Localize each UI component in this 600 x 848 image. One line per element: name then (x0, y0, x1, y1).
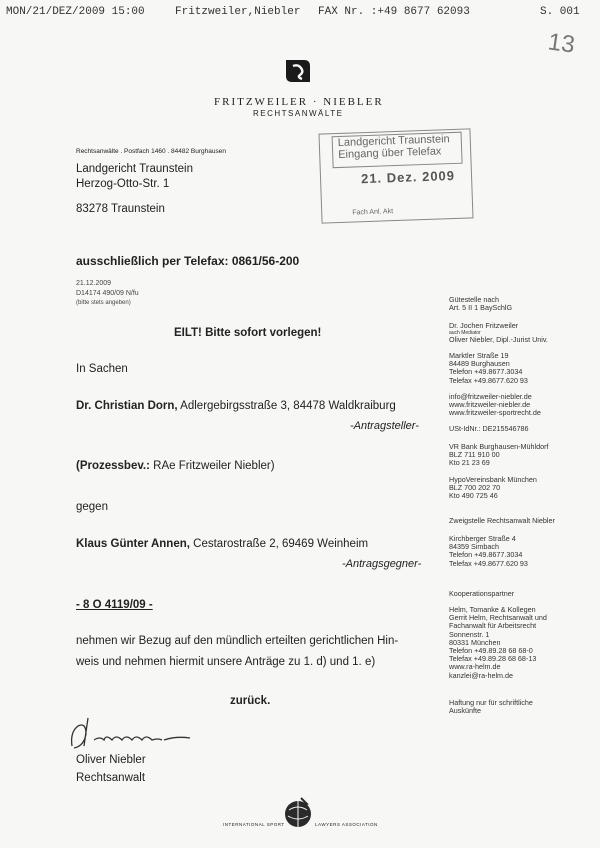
sidebar-line: Telefon +49.8677.3034 (449, 550, 523, 560)
party1-line (76, 400, 396, 412)
party2-line (76, 538, 368, 550)
firm-subtitle: RECHTSANWÄLTE (253, 109, 344, 118)
urgent-notice: EILT! Bitte sofort vorlegen! (174, 327, 322, 339)
recipient-city: 83278 Traunstein (76, 203, 165, 215)
sidebar-guetestelle (449, 296, 512, 312)
association-footer (223, 794, 378, 834)
sidebar-lawyers (449, 322, 548, 344)
received-stamp (318, 128, 473, 223)
sidebar-line: Kto 490 725 46 (449, 491, 498, 501)
sidebar-line: 80331 München (449, 637, 501, 647)
fax-sender: Fritzweiler,Niebler (175, 6, 301, 18)
fax-number: FAX Nr. :+49 8677 62093 (318, 6, 470, 18)
reference-note: (bitte stets angeben) (76, 300, 131, 306)
zurueck: zurück. (230, 695, 271, 707)
sidebar-line: Sonnenstr. 1 (449, 629, 490, 639)
sidebar-line: BLZ 711 910 00 (449, 450, 500, 460)
firm-logo-icon (284, 58, 314, 84)
sidebar-line: Gerrit Helm, Rechtsanwalt und (449, 613, 547, 623)
sidebar-line: Auskünfte (449, 706, 481, 716)
sidebar-address (449, 352, 528, 385)
sidebar-line: Kooperationspartner (449, 589, 515, 598)
footer-left-text: INTERNATIONAL SPORT (223, 822, 285, 827)
party1-role: -Antragsteller- (350, 420, 419, 432)
sidebar-line: Gütestelle nach (449, 295, 499, 304)
sidebar-line: Kirchberger Straße 4 (449, 534, 516, 543)
sidebar-line: VR Bank Burghausen-Mühldorf (449, 442, 549, 451)
sidebar-line: BLZ 700 202 70 (449, 483, 501, 493)
sidebar-partner-heading (449, 590, 514, 598)
stamp-line2: Eingang über Telefax (338, 145, 442, 161)
sidebar-line: Haftung nur für schriftliche (449, 698, 533, 707)
recipient-name: Landgericht Traunstein (76, 163, 193, 175)
sidebar-website[interactable]: www.ra-helm.de (449, 662, 501, 672)
sidebar-line: Telefax +49.89.28 68 68-13 (449, 654, 537, 664)
sidebar-line: Art. 5 II 1 BaySchlG (449, 303, 513, 313)
sidebar-website[interactable]: www.fritzweiler-niebler.de (449, 400, 531, 410)
party2-name: Klaus Günter Annen, (76, 538, 190, 550)
footer-right-text: LAWYERS ASSOCIATION (315, 822, 378, 827)
sidebar-line: auch Mediator (449, 330, 481, 337)
sidebar-line: Oliver Niebler, Dipl.-Jurist Univ. (449, 335, 548, 345)
sidebar-line: Marktler Straße 19 (449, 351, 509, 360)
sidebar-line: Fachanwalt für Arbeitsrecht (449, 621, 537, 631)
party1-name: Dr. Christian Dorn, (76, 400, 178, 412)
fax-page: S. 001 (540, 6, 580, 18)
party1-address: Adlergebirgsstraße 3, 84478 Waldkraiburg (180, 400, 396, 412)
counsel-name: RAe Fritzweiler Niebler) (153, 460, 275, 472)
firm-name: FRITZWEILER · NIEBLER (214, 96, 384, 108)
sidebar-email[interactable]: kanzlei@ra-helm.de (449, 670, 514, 680)
signer-name: Oliver Niebler (76, 754, 146, 766)
letter-date: 21.12.2009 (76, 280, 112, 287)
sidebar-line: Zweigstelle Rechtsanwalt Niebler (449, 516, 555, 525)
case-number: - 8 O 4119/09 - (76, 599, 153, 611)
sidebar-line: Telefon +49.89.28 68 68-0 (449, 646, 533, 656)
reference-number: D14174 490/09 N/fu (76, 290, 139, 297)
sidebar-line: Telefon +49.8677.3034 (449, 367, 523, 377)
sidebar-liability (449, 699, 533, 715)
sidebar-line: Dr. Jochen Fritzweiler (449, 321, 519, 330)
globe-logo-icon (283, 794, 313, 832)
gegen: gegen (76, 501, 108, 513)
sidebar-line: 84359 Simbach (449, 542, 499, 552)
sidebar-line: Helm, Tomanke & Kollegen (449, 605, 536, 614)
counsel-line (76, 460, 275, 472)
sidebar-line: HypoVereinsbank München (449, 475, 537, 484)
sender-line: Rechtsanwälte . Postfach 1460 . 84482 Burghausen (76, 148, 226, 155)
sidebar-line: Kto 21 23 69 (449, 458, 490, 468)
sidebar-branch-heading (449, 517, 555, 525)
sidebar-line: Telefax +49.8677.620 93 (449, 558, 528, 568)
recipient-street: Herzog-Otto-Str. 1 (76, 178, 170, 190)
sidebar-branch (449, 535, 528, 568)
party2-address: Cestarostraße 2, 69469 Weinheim (193, 538, 369, 550)
sidebar-bank2 (449, 476, 537, 501)
sidebar-line: Telefax +49.8677.620 93 (449, 375, 528, 385)
sidebar-partner (449, 606, 547, 680)
stamp-footer: Fach Anl. Akt (352, 208, 394, 217)
handwritten-signature (66, 710, 206, 760)
counsel-label: (Prozessbev.: (76, 460, 150, 472)
sidebar-web (449, 393, 541, 418)
body-text-line2: weis und nehmen hiermit unsere Anträge zu 1. d) und 1. e) (76, 656, 376, 668)
stamp-line1: Landgericht Traunstein (337, 133, 450, 150)
corner-number: 13 (546, 28, 577, 59)
sidebar-line: USt-IdNr.: DE215546786 (449, 424, 529, 433)
stamp-date: 21. Dez. 2009 (360, 167, 456, 187)
sidebar-bank1 (449, 443, 548, 468)
sidebar-line: 84489 Burghausen (449, 359, 510, 369)
party2-role: -Antragsgegner- (342, 558, 422, 570)
sidebar-vat (449, 425, 529, 433)
sidebar-website[interactable]: www.fritzweiler-sportrecht.de (449, 408, 541, 418)
fax-datetime: MON/21/DEZ/2009 15:00 (6, 6, 145, 18)
in-sachen: In Sachen (76, 363, 128, 375)
fax-only-notice: ausschließlich per Telefax: 0861/56-200 (76, 254, 300, 268)
sidebar-email[interactable]: info@fritzweiler-niebler.de (449, 392, 532, 401)
body-text-line1: nehmen wir Bezug auf den mündlich erteilten gerichtlichen Hin- (76, 635, 399, 647)
signer-title: Rechtsanwalt (76, 772, 146, 784)
